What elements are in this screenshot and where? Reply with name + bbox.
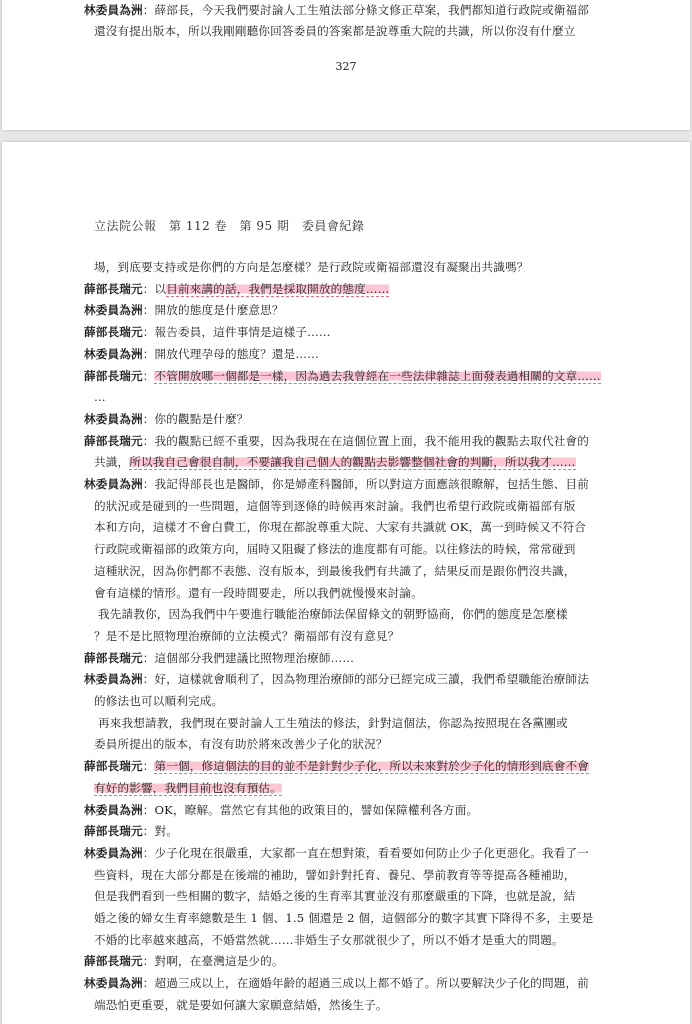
speaker-name: 林委員為洲 [84, 802, 143, 817]
highlighted-text: 第一個，修這個法的目的並不是針對少子化，所以未來對於少子化的情形到底會不會 [154, 759, 590, 774]
transcript-line [84, 474, 604, 495]
speaker-name: 林委員為洲 [84, 672, 143, 687]
transcript-line [94, 561, 604, 582]
speaker-name: 林委員為洲 [84, 976, 143, 991]
line-text: 對啊，在臺灣這是少的。 [154, 954, 284, 969]
line-text: 我先請教你，因為我們中午要進行職能治療師法保留條文的朝野協商，你們的態度是怎麼樣 [98, 607, 568, 622]
speaker-name: 薛部長瑞元 [84, 759, 143, 774]
speaker-separator: ： [142, 411, 155, 426]
speaker-separator: ： [142, 824, 155, 839]
page-number: 327 [335, 60, 357, 73]
highlighted-text: 所以我自己會很自制，不要讓我自己個人的觀點去影響整個社會的判斷，所以我才…… [129, 455, 576, 470]
speaker-name: 林委員為洲 [84, 477, 143, 491]
transcript-line [84, 756, 604, 777]
line-text: 超過三成以上，在適婚年齡的超過三成以上都不婚了。所以要解決少子化的問題，前 [154, 976, 590, 991]
line-text: 委員所提出的版本，有沒有助於將來改善少子化的狀況？ [94, 737, 388, 752]
line-text: 以 [154, 281, 167, 296]
speaker-name: 林委員為洲 [84, 3, 143, 17]
transcript-line [84, 300, 604, 321]
line-text: 行政院或衛福部的政策方向，屆時又阻礙了修法的進度都有可能。以往修法的時候，常常碰到 [94, 542, 576, 557]
line-text: 不婚的比率越來越高，不婚當然就……非婚生子女那就很少了，所以不婚才是重大的問題。 [94, 932, 564, 947]
transcript-line [94, 496, 604, 517]
speaker-separator: ： [142, 325, 155, 340]
line-text: 的狀況或是碰到的一些問題，這個等到逐條的時候再來討論。我們也希望行政院或衛福部有版 [94, 498, 576, 513]
transcript-line [98, 713, 604, 734]
speaker-separator: ： [142, 650, 155, 665]
line-text: 對。 [154, 824, 178, 839]
speaker-name: 薛部長瑞元 [84, 433, 143, 448]
transcript-line [94, 539, 604, 560]
transcript-line [94, 583, 604, 604]
speaker-name: 薛部長瑞元 [84, 954, 143, 969]
line-text: 開放代理孕母的態度？還是…… [154, 346, 319, 361]
speaker-name: 林委員為洲 [84, 411, 143, 426]
line-text: 端恐怕更重要，就是要如何讓大家願意結婚，然後生子。 [94, 997, 388, 1012]
transcript-line [84, 951, 604, 972]
line-text: 再來我想請教，我們現在要討論人工生殖法的修法，針對這個法，你認為按照現在各黨團或 [98, 715, 568, 730]
transcript-line [84, 648, 604, 669]
speaker-separator: ： [142, 433, 155, 448]
transcript-line [84, 322, 604, 343]
line-text: 些資料，現在大部分都是在後端的補助，譬如針對托育、養兒、學前教育等等提高各種補助， [94, 867, 576, 882]
line-text: OK，瞭解。當然它有其他的政策目的，譬如保障權利各方面。 [154, 802, 479, 817]
highlighted-text: 不管開放哪一個都是一樣，因為過去我曾經在一些法律雜誌上面發表過相關的文章…… [154, 368, 601, 383]
speaker-separator: ： [142, 281, 155, 296]
speaker-separator: ： [142, 802, 155, 817]
previous-page-fragment [2, 0, 690, 130]
line-text: 會有這樣的情形。還有一段時間要走，所以我們就慢慢來討論。 [94, 585, 423, 600]
transcript-line [94, 626, 604, 647]
speaker-name: 林委員為洲 [84, 346, 143, 361]
transcript-line [94, 691, 604, 712]
transcript-line [84, 973, 604, 994]
speaker-separator: ： [142, 759, 155, 774]
transcript-line [94, 886, 604, 907]
speaker-separator: ： [142, 368, 155, 383]
line-text: 婚之後的婦女生育率總數是生 1 個、1.5 個還是 2 個，這個部分的數字其實下降得不多，主要是 [94, 911, 594, 925]
line-text: … [94, 390, 106, 405]
transcript-line [84, 344, 604, 365]
line-text: 我的觀點已經不重要，因為我現在在這個位置上面，我不能用我的觀點去取代社會的 [154, 433, 590, 448]
transcript-line [84, 409, 604, 430]
line-text: 少子化現在很嚴重，大家都一直在想對策，看看要如何防止少子化更惡化。我看了一 [154, 845, 590, 860]
transcript-line [84, 800, 604, 821]
transcript-line [94, 517, 604, 538]
speaker-separator: ： [142, 976, 155, 991]
line-text: 本和方向，這樣才不會白費工，你現在都說尊重大院、大家有共識就 OK，萬一到時候又不符合 [94, 520, 587, 535]
transcript-line [84, 0, 604, 21]
line-text: 場，到底要支持或是你們的方向是怎麼樣？是行政院或衛福部還沒有凝聚出共識嗎？ [94, 260, 529, 274]
speaker-separator: ： [142, 3, 155, 17]
speaker-name: 薛部長瑞元 [84, 650, 143, 665]
line-text: 我記得部長也是醫師，你是婦產科醫師，所以對這方面應該很瞭解，包括生態、目前 [154, 477, 590, 491]
line-text: 這個部分我們建議比照物理治療師…… [154, 650, 355, 665]
speaker-name: 林委員為洲 [84, 845, 143, 860]
transcript-line [94, 778, 604, 799]
line-text: 薛部長，今天我們要討論人工生殖法部分條文修正草案，我們都知道行政院或衛福部 [154, 3, 590, 17]
transcript-line [94, 387, 604, 408]
transcript-line [84, 279, 604, 300]
line-text: 報告委員，這件事情是這樣子…… [154, 325, 331, 340]
transcript-page [2, 142, 690, 1024]
transcript-line [94, 930, 604, 951]
transcript-line [94, 452, 604, 473]
highlighted-text: 有好的影響，我們目前也沒有預估。 [94, 780, 282, 795]
speaker-name: 薛部長瑞元 [84, 281, 143, 296]
line-text: ？是不是比照物理治療師的立法模式？衛福部有沒有意見？ [94, 628, 400, 643]
transcript-line [94, 21, 604, 42]
gazette-header: 立法院公報 第 112 卷 第 95 期 委員會紀錄 [94, 219, 365, 233]
line-text: 好，這樣就會順利了，因為物理治療師的部分已經完成三讀，我們希望職能治療師法 [154, 672, 590, 687]
transcript-line [84, 366, 604, 387]
speaker-separator: ： [142, 672, 155, 687]
transcript-line [84, 843, 604, 864]
line-text: 還沒有提出版本，所以我剛剛聽你回答委員的答案都是說尊重大院的共識，所以你沒有什麼立 [94, 24, 576, 38]
speaker-name: 薛部長瑞元 [84, 325, 143, 340]
speaker-name: 薛部長瑞元 [84, 368, 143, 383]
line-text: 共識， [94, 455, 130, 470]
line-text: 這種狀況，因為你們都不表態、沒有版本，到最後我們有共識了，結果反而是跟你們沒共識， [94, 563, 576, 578]
transcript-line [84, 431, 604, 452]
speaker-separator: ： [142, 954, 155, 969]
line-text: 你的觀點是什麼？ [154, 411, 249, 426]
speaker-name: 林委員為洲 [84, 303, 143, 318]
speaker-separator: ： [142, 303, 155, 318]
line-text: 開放的態度是什麼意思？ [154, 303, 284, 318]
transcript-line [84, 669, 604, 690]
transcript-line [98, 604, 604, 625]
speaker-separator: ： [142, 346, 155, 361]
line-text: 的修法也可以順利完成。 [94, 694, 224, 708]
speaker-separator: ： [142, 477, 155, 491]
transcript-line [84, 821, 604, 842]
line-text: 但是我們看到一些相關的數字，結婚之後的生育率其實並沒有那麼嚴重的下降，也就是說，結 [94, 889, 576, 904]
transcript-line [94, 908, 604, 929]
transcript-line [94, 865, 604, 886]
transcript-line [94, 257, 604, 278]
speaker-name: 薛部長瑞元 [84, 824, 143, 839]
transcript-line [94, 734, 604, 755]
transcript-line [94, 995, 604, 1016]
speaker-separator: ： [142, 845, 155, 860]
highlighted-text: 目前來講的話，我們是採取開放的態度…… [166, 281, 390, 296]
